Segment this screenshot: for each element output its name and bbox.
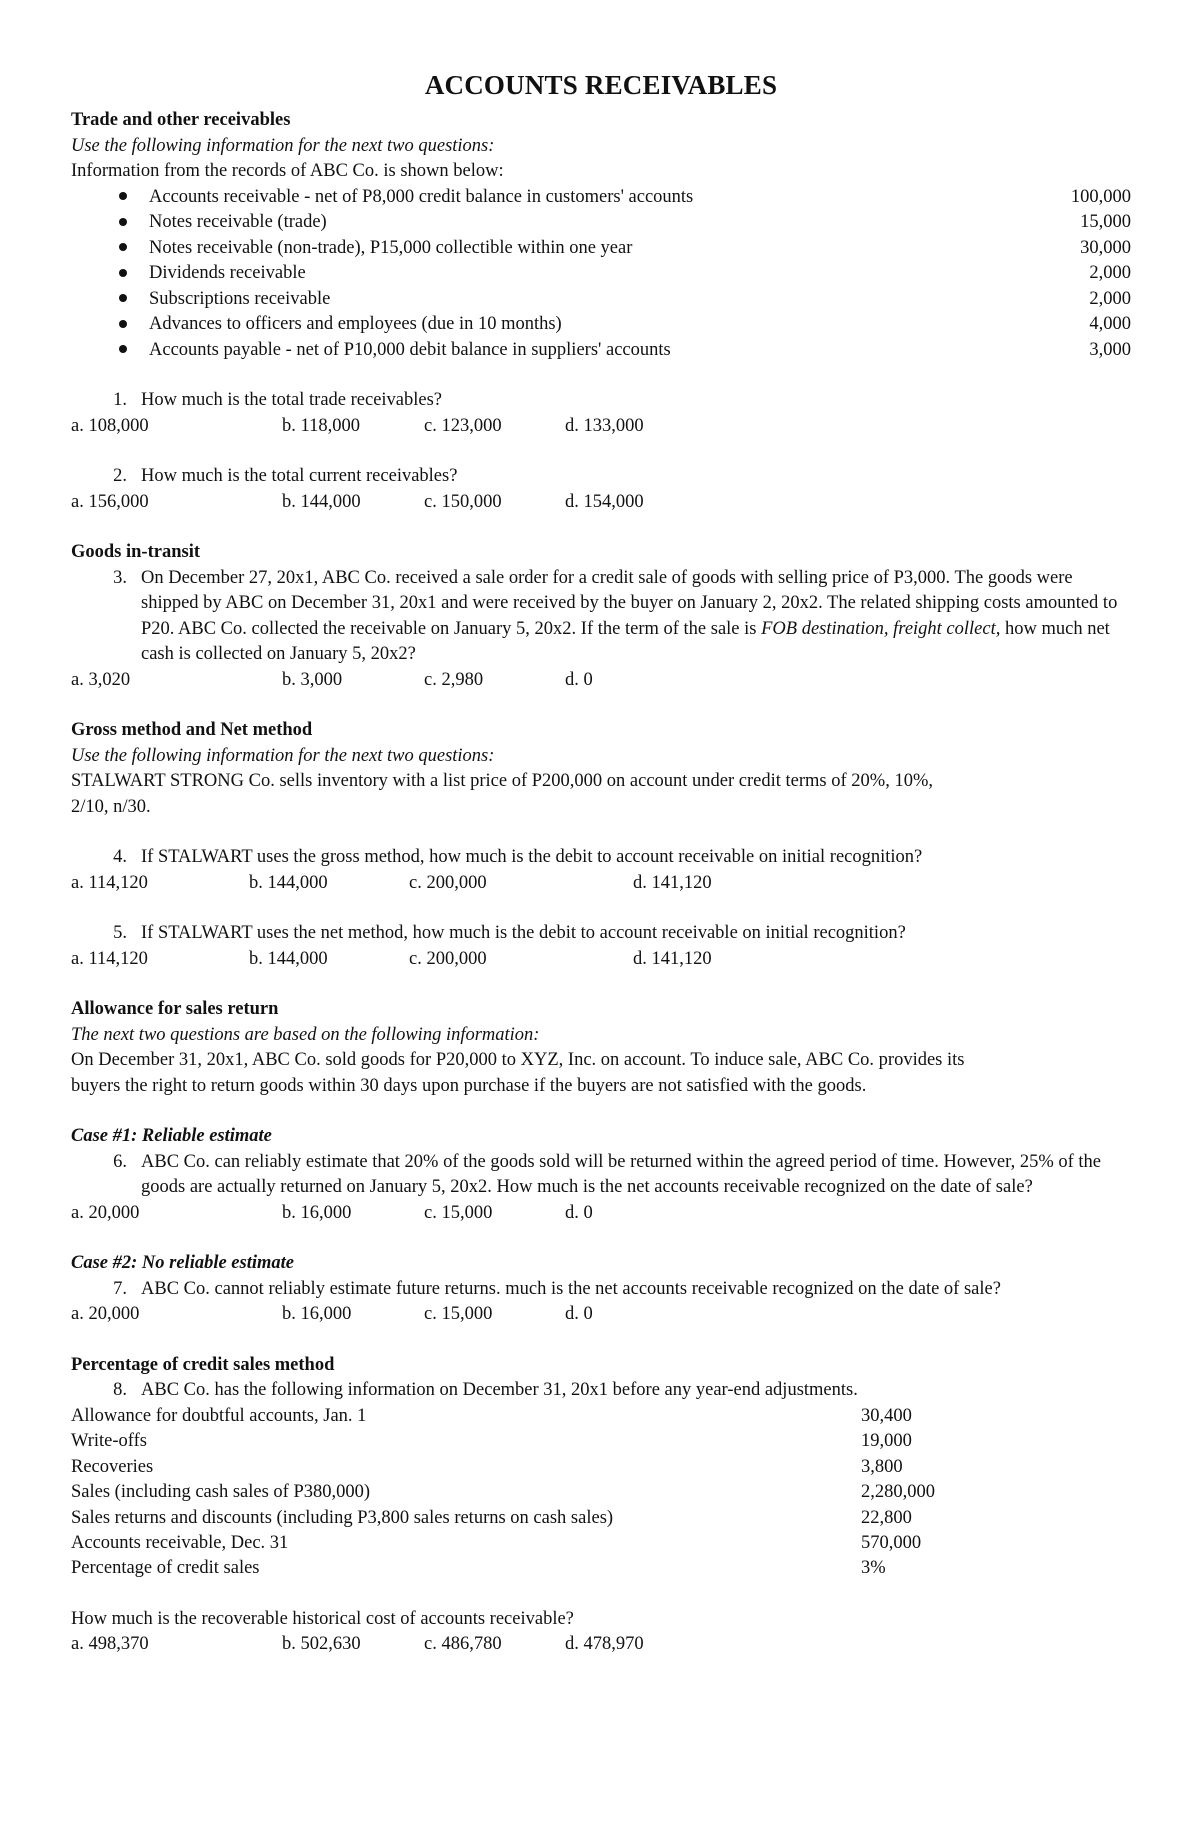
choice-c: c. 2,980 [424,669,484,690]
question-term: FOB destination, freight collect, [761,618,1001,639]
choice-d: d. 0 [565,1202,593,1223]
table-row: Sales (including cash sales of P380,000) 2,280,000 [71,1482,935,1502]
question-7: 7. ABC Co. cannot reliably estimate future returns. much is the net accounts receivable recognized on the date of sale? [113,1278,1001,1299]
instruction-text: Use the following information for the next two questions: [71,745,495,766]
choice-b: b. 144,000 [249,948,328,969]
list-item: Subscriptions receivable 2,000 [71,287,1131,313]
choice-b: b. 502,630 [282,1634,361,1654]
choice-c: c. 15,000 [424,1202,493,1223]
table-row: Percentage of credit sales 3% [71,1558,886,1578]
bullet-icon [119,345,127,353]
document-page [71,70,1131,1658]
table-row: Sales returns and discounts (including P3,800 sales returns on cash sales) 22,800 [71,1507,912,1528]
list-item: Notes receivable (non-trade), P15,000 collectible within one year 30,000 [71,236,1131,262]
choice-c: c. 200,000 [409,872,487,893]
choice-b: b. 3,000 [282,669,343,690]
choice-c: c. 15,000 [424,1304,493,1324]
question-text: How much is the recoverable historical cost of accounts receivable? [71,1608,574,1629]
bullet-icon [119,320,127,328]
choice-b: b. 16,000 [282,1202,352,1223]
question-6: 6. ABC Co. can reliably estimate that 20% of the goods sold will be returned within the agreed period of time. However, 25% of the goods are actually returned on January 5, 20x2. How much is the net accounts receivable recognized on the date of sale? [113,1151,1101,1197]
choice-d: d. 133,000 [565,415,644,436]
instruction-text: The next two questions are based on the following information: [71,1024,540,1045]
section-heading-sales-return: Allowance for sales return [71,999,279,1019]
bullet-icon [119,192,127,200]
question-3: 3. On December 27, 20x1, ABC Co. received a sale order for a credit sale of goods with selling price of P3,000. The goods were shipped by ABC on December 31, 20x1 and were received by the buyer on January 2, 20x2. The related shipping costs amounted to P20. ABC Co. collected the receivable on January 5, 20x2. If the term of the sale is FOB destination, freight collect, how much net cash is collected on January 5, 20x2? [113,567,1118,664]
choice-d: d. 141,120 [633,872,712,893]
case-2-heading: Case #2: No reliable estimate [71,1253,294,1273]
list-item: Accounts payable - net of P10,000 debit balance in suppliers' accounts 3,000 [71,338,1131,364]
choice-a: a. 108,000 [71,415,149,436]
choice-b: b. 16,000 [282,1304,352,1324]
choice-c: c. 123,000 [424,415,502,436]
choice-c: c. 486,780 [424,1634,502,1654]
answer-choices [71,1302,1131,1328]
list-item: Notes receivable (trade) 15,000 [71,210,1131,236]
section-heading-gross-net-method: Gross method and Net method [71,720,313,740]
question-1: 1. How much is the total trade receivables? [113,390,443,410]
intro-text: On December 31, 20x1, ABC Co. sold goods for P20,000 to XYZ, Inc. on account. To induce sale, ABC Co. provides its [71,1050,965,1070]
choice-a: a. 20,000 [71,1304,140,1324]
receivables-list [71,185,1131,364]
table-row: Write-offs 19,000 [71,1431,912,1451]
list-item: Accounts receivable - net of P8,000 credit balance in customers' accounts 100,000 [71,185,1131,211]
intro-text: STALWART STRONG Co. sells inventory with a list price of P200,000 on account under credit terms of 20%, 10%, [71,771,933,791]
question-text-end: how much net cash is collected on January 5, 20x2? [141,618,1110,664]
choice-d: d. 478,970 [565,1634,644,1654]
financial-data-table [71,1404,1131,1582]
choice-d: d. 0 [565,1304,593,1324]
case-1-heading: Case #1: Reliable estimate [71,1126,272,1146]
intro-text-cont: buyers the right to return goods within 30 days upon purchase if the buyers are not satisfied with the goods. [71,1075,867,1096]
choice-d: d. 0 [565,669,593,690]
list-item: Dividends receivable 2,000 [71,261,1131,287]
bullet-icon [119,243,127,251]
section-heading-credit-sales-method: Percentage of credit sales method [71,1354,335,1375]
choice-c: c. 150,000 [424,491,502,512]
answer-choices [71,490,1131,516]
choice-a: a. 114,120 [71,872,148,893]
document-title: ACCOUNTS RECEIVABLES [424,70,778,100]
choice-d: d. 154,000 [565,491,644,512]
choice-d: d. 141,120 [633,948,712,969]
question-2: 2. How much is the total current receivables? [113,466,458,486]
table-row: Recoveries 3,800 [71,1456,903,1477]
intro-text: Information from the records of ABC Co. is shown below: [71,161,504,181]
section-heading-goods-in-transit: Goods in-transit [71,542,201,562]
choice-a: a. 498,370 [71,1634,149,1654]
choice-b: b. 118,000 [282,415,360,436]
table-row: Accounts receivable, Dec. 31 570,000 [71,1532,922,1553]
list-item: Advances to officers and employees (due in 10 months) 4,000 [71,312,1131,338]
choice-b: b. 144,000 [249,872,328,893]
table-row: Allowance for doubtful accounts, Jan. 1 30,400 [71,1405,912,1426]
choice-a: a. 3,020 [71,669,131,690]
answer-choices [71,668,1131,694]
choice-a: a. 156,000 [71,491,149,512]
section-heading-trade-receivables: Trade and other receivables [71,110,291,130]
question-5: 5. If STALWART uses the net method, how much is the debit to account receivable on initial recognition? [113,923,906,943]
bullet-icon [119,294,127,302]
bullet-icon [119,218,127,226]
bullet-icon [119,269,127,277]
choice-c: c. 200,000 [409,948,487,969]
intro-text-cont: 2/10, n/30. [71,796,151,817]
question-8: 8. ABC Co. has the following information on December 31, 20x1 before any year-end adjustments. [113,1380,858,1400]
answer-choices [71,414,1131,440]
answer-choices [71,947,1131,973]
choice-a: a. 114,120 [71,948,148,969]
question-4: 4. If STALWART uses the gross method, how much is the debit to account receivable on initial recognition? [113,847,923,867]
answer-choices [71,1632,1131,1658]
choice-b: b. 144,000 [282,491,361,512]
answer-choices [71,871,1131,897]
choice-a: a. 20,000 [71,1202,140,1223]
question-text: On December 27, 20x1, ABC Co. received a sale order for a credit sale of goods with selling price of P3,000. The goods were shipped by ABC on December 31, 20x1 and were received by the buyer on January 2, 20x2. The related shipping costs amounted to P20. ABC Co. collected the receivable on January 5, 20x2. If the term of the sale is [141,567,1118,639]
instruction-text: Use the following information for the next two questions: [71,135,495,156]
answer-choices [71,1201,1131,1227]
